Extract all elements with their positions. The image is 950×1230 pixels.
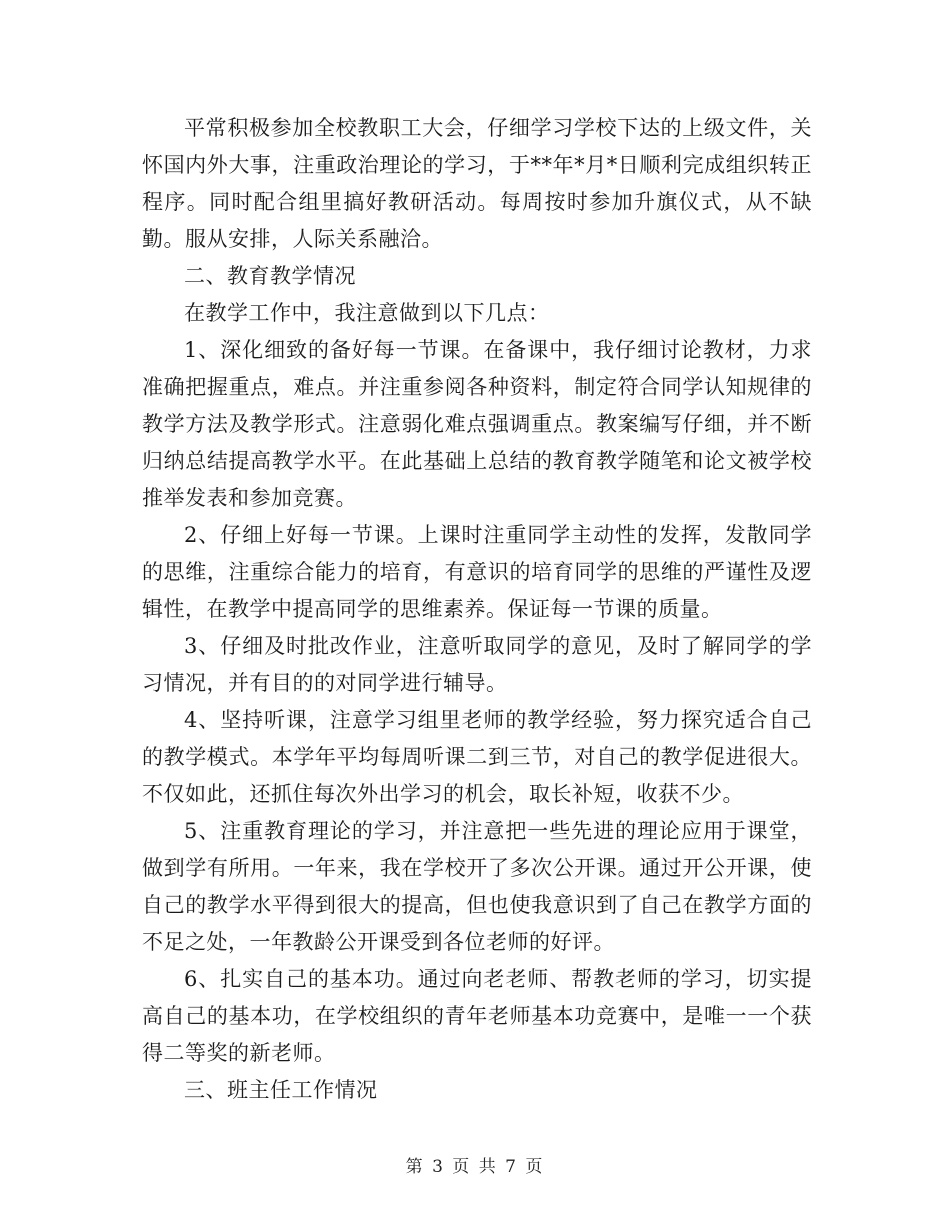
page-number-footer: 第 3 页 共 7 页 [405,1157,545,1177]
section-heading-teaching: 二、教育教学情况 [184,264,356,288]
section-heading-class-teacher: 三、班主任工作情况 [184,1078,378,1102]
document-body [142,110,812,1109]
paragraph-item-4: 4、坚持听课，注意学习组里老师的教学经验，努力探究适合自己的教学模式。本学年平均每周听课二到三节，对自己的教学促进很大。不仅如此，还抓住每次外出学习的机会，取长补短，收获不少。 [142,708,812,806]
paragraph-item-2: 2、仔细上好每一节课。上课时注重同学主动性的发挥，发散同学的思维，注重综合能力的培育，有意识的培育同学的思维的严谨性及逻辑性，在教学中提高同学的思维素养。保证每一节课的质量。 [142,523,812,621]
paragraph-teaching-intro: 在教学工作中，我注意做到以下几点： [184,301,550,325]
paragraph-item-1: 1、深化细致的备好每一节课。在备课中，我仔细讨论教材，力求准确把握重点，难点。并注重参阅各种资料，制定符合同学认知规律的教学方法及教学形式。注意弱化难点强调重点。教案编写仔细，并不断归纳总结提高教学水平。在此基础上总结的教育教学随笔和论文被学校推举发表和参加竞赛。 [142,338,812,510]
paragraph-item-3: 3、仔细及时批改作业，注意听取同学的意见，及时了解同学的学习情况，并有目的的对同学进行辅导。 [142,634,812,695]
paragraph-political-study: 平常积极参加全校教职工大会，仔细学习学校下达的上级文件，关怀国内外大事，注重政治理论的学习，于**年*月*日顺利完成组织转正程序。同时配合组里搞好教研活动。每周按时参加升旗仪式，从不缺勤。服从安排，人际关系融洽。 [142,116,812,251]
paragraph-item-5: 5、注重教育理论的学习，并注意把一些先进的理论应用于课堂，做到学有所用。一年来，我在学校开了多次公开课。通过开公开课，使自己的教学水平得到很大的提高，但也使我意识到了自己在教学方面的不足之处，一年教龄公开课受到各位老师的好评。 [142,819,812,954]
paragraph-item-6: 6、扎实自己的基本功。通过向老老师、帮教老师的学习，切实提高自己的基本功，在学校组织的青年老师基本功竞赛中，是唯一一个获得二等奖的新老师。 [142,967,812,1065]
